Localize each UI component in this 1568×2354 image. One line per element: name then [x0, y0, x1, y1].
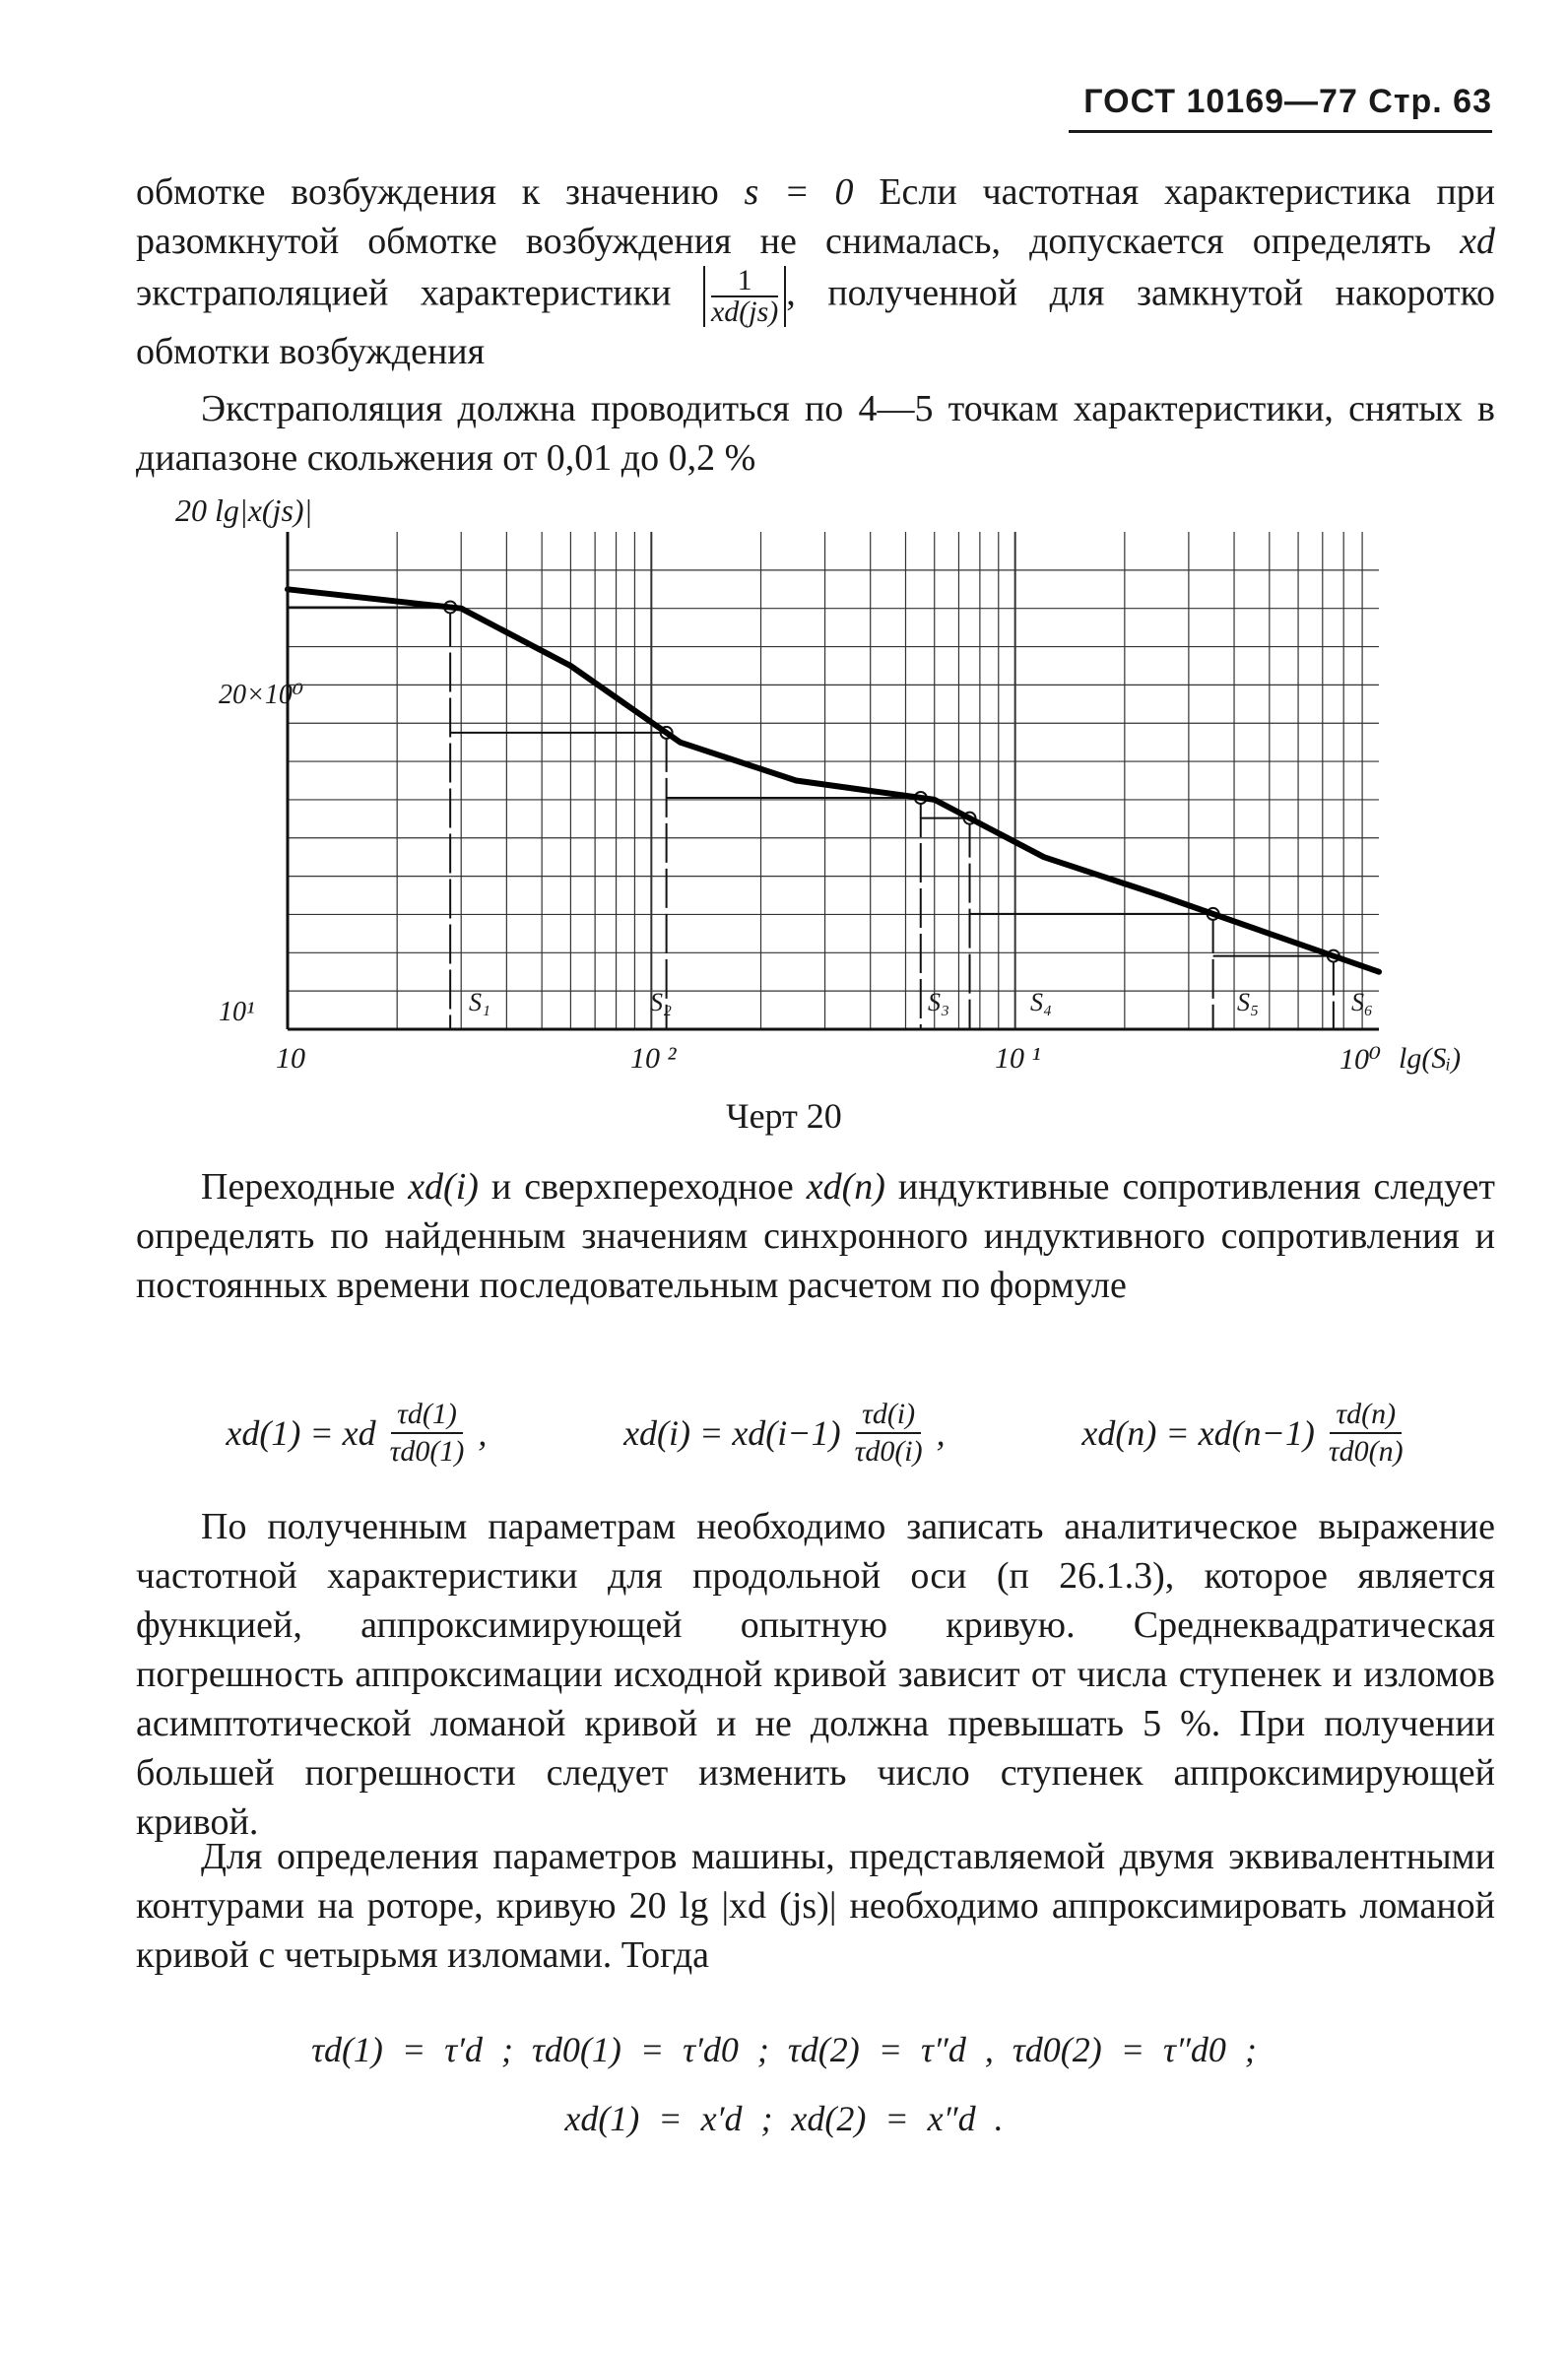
formula-line-2: xd(1) = x′d ; xd(2) = x″d . [564, 2099, 1004, 2138]
formula-c-fraction [1323, 1397, 1409, 1470]
s-label: S₃ [928, 988, 950, 1016]
s-label: S₄ [1030, 988, 1053, 1016]
formula-a-num: τd(1) [391, 1397, 463, 1434]
formula-b-den: τd0(i) [854, 1435, 923, 1468]
para3-text-b: и сверхпереходное [490, 1166, 794, 1208]
para5-text: Для определения параметров машины, представляемой двумя эквивалентными контурами на роторе, кривую 20 lg |xd (js)| необходимо аппроксимировать ломаной кривой с четырьмя изломами. Тогда [136, 1836, 1495, 1976]
para3-text-a: Переходные [201, 1166, 396, 1208]
paragraph-5 [136, 1832, 1495, 1980]
paragraph-3 [136, 1162, 1495, 1310]
para3-var-transient: xd(i) [408, 1166, 479, 1208]
para1-text-b: Если частотная характеристика при разомкнутой обмотке возбуждения не снималась, допускается определять [136, 171, 1496, 262]
chart-y-tick-mid: 20×10⁰ [219, 680, 304, 710]
s-label: S₂ [650, 988, 673, 1016]
formula-c-lhs: xd(n) = xd(n−1) [1081, 1413, 1315, 1453]
s-label: S₁ [469, 988, 491, 1016]
chart-x-label: lg(Sᵢ) [1399, 1042, 1462, 1075]
figure-caption: Черт 20 [726, 1096, 842, 1136]
formula-a-fraction [384, 1397, 471, 1470]
chart-y-label: 20 lg|x(js)| [175, 492, 313, 528]
para1-text-c: экстраполяцией характеристики [136, 272, 672, 314]
x-tick-label: 10 ² [630, 1042, 677, 1075]
formula-a-lhs: xd(1) = xd [226, 1413, 376, 1453]
para1-variable: xd [1460, 221, 1495, 262]
chart-y-tick-low: 10¹ [219, 997, 255, 1027]
formula-b-lhs: xd(i) = xd(i−1) [623, 1413, 841, 1453]
x-tick-label: 10 ¹ [995, 1042, 1041, 1075]
formula-line-1: τd(1) = τ′d ; τd0(1) = τ′d0 ; τd(2) = τ″d , τd0(2) = τ″d0 ; [311, 2030, 1257, 2069]
formula-b-fraction [849, 1397, 929, 1470]
para1-frac-num: 1 [711, 266, 778, 297]
formula-c-den: τd0(n) [1328, 1435, 1404, 1468]
para1-text-d: , полученной для замкнутой накоротко обмотки возбуждения [136, 272, 1496, 372]
s-label: S₆ [1351, 988, 1374, 1016]
formula-c [1081, 1397, 1408, 1470]
x-tick-label: 10⁰ [1339, 1043, 1382, 1076]
para1-frac-den: xd(js) [710, 295, 779, 328]
formula-a: xd(1) = xd $\frac{\tau d(1)}{\tau d0(1)}$ , [226, 1398, 488, 1468]
para1-text-a: обмотке возбуждения к значению [136, 171, 719, 213]
s-label: S₅ [1237, 988, 1260, 1016]
para2-text: Экстраполяция должна проводиться по 4—5 точкам характеристики, снятых в диапазоне скольжения от 0,01 до 0,2 % [136, 388, 1495, 479]
formula-row-1 [158, 1379, 1477, 1487]
formula-c-num: τd(n) [1330, 1397, 1402, 1434]
para4-text: По полученным параметрам необходимо записать аналитическое выражение частотной характеристики для продольной оси (п 26.1.3), которое является функцией, аппроксимирующей опытную кривую. Среднеквадратическая погрешность аппроксимации исходной кривой зависит от числа ступенек и изломов асимптотической ломаной кривой и не должна превышать 5 %. При получении большей погрешности следует изменить число ступенек аппроксимирующей кривой. [136, 1506, 1495, 1843]
chart-plot [0, 0, 1568, 1093]
page-header: ГОСТ 10169—77 Стр. 63 [1083, 83, 1492, 120]
para1-condition: s = 0 [744, 171, 854, 213]
x-tick-label: 10 [276, 1042, 305, 1075]
para3-text-c: индуктивные сопротивления следует определять по найденным значениям синхронного индуктивного сопротивления и постоянных времени последовательным расчетом по формуле [136, 1166, 1495, 1306]
formula-b-num: τd(i) [856, 1397, 921, 1434]
paragraph-4 [136, 1502, 1495, 1847]
formula-b: xd(i) = xd(i−1) $\frac{\tau d(i)}{\tau d0(i)}$ , [623, 1398, 946, 1468]
para3-var-subtransient: xd(n) [806, 1166, 885, 1208]
formula-a-den: τd0(1) [389, 1435, 465, 1468]
